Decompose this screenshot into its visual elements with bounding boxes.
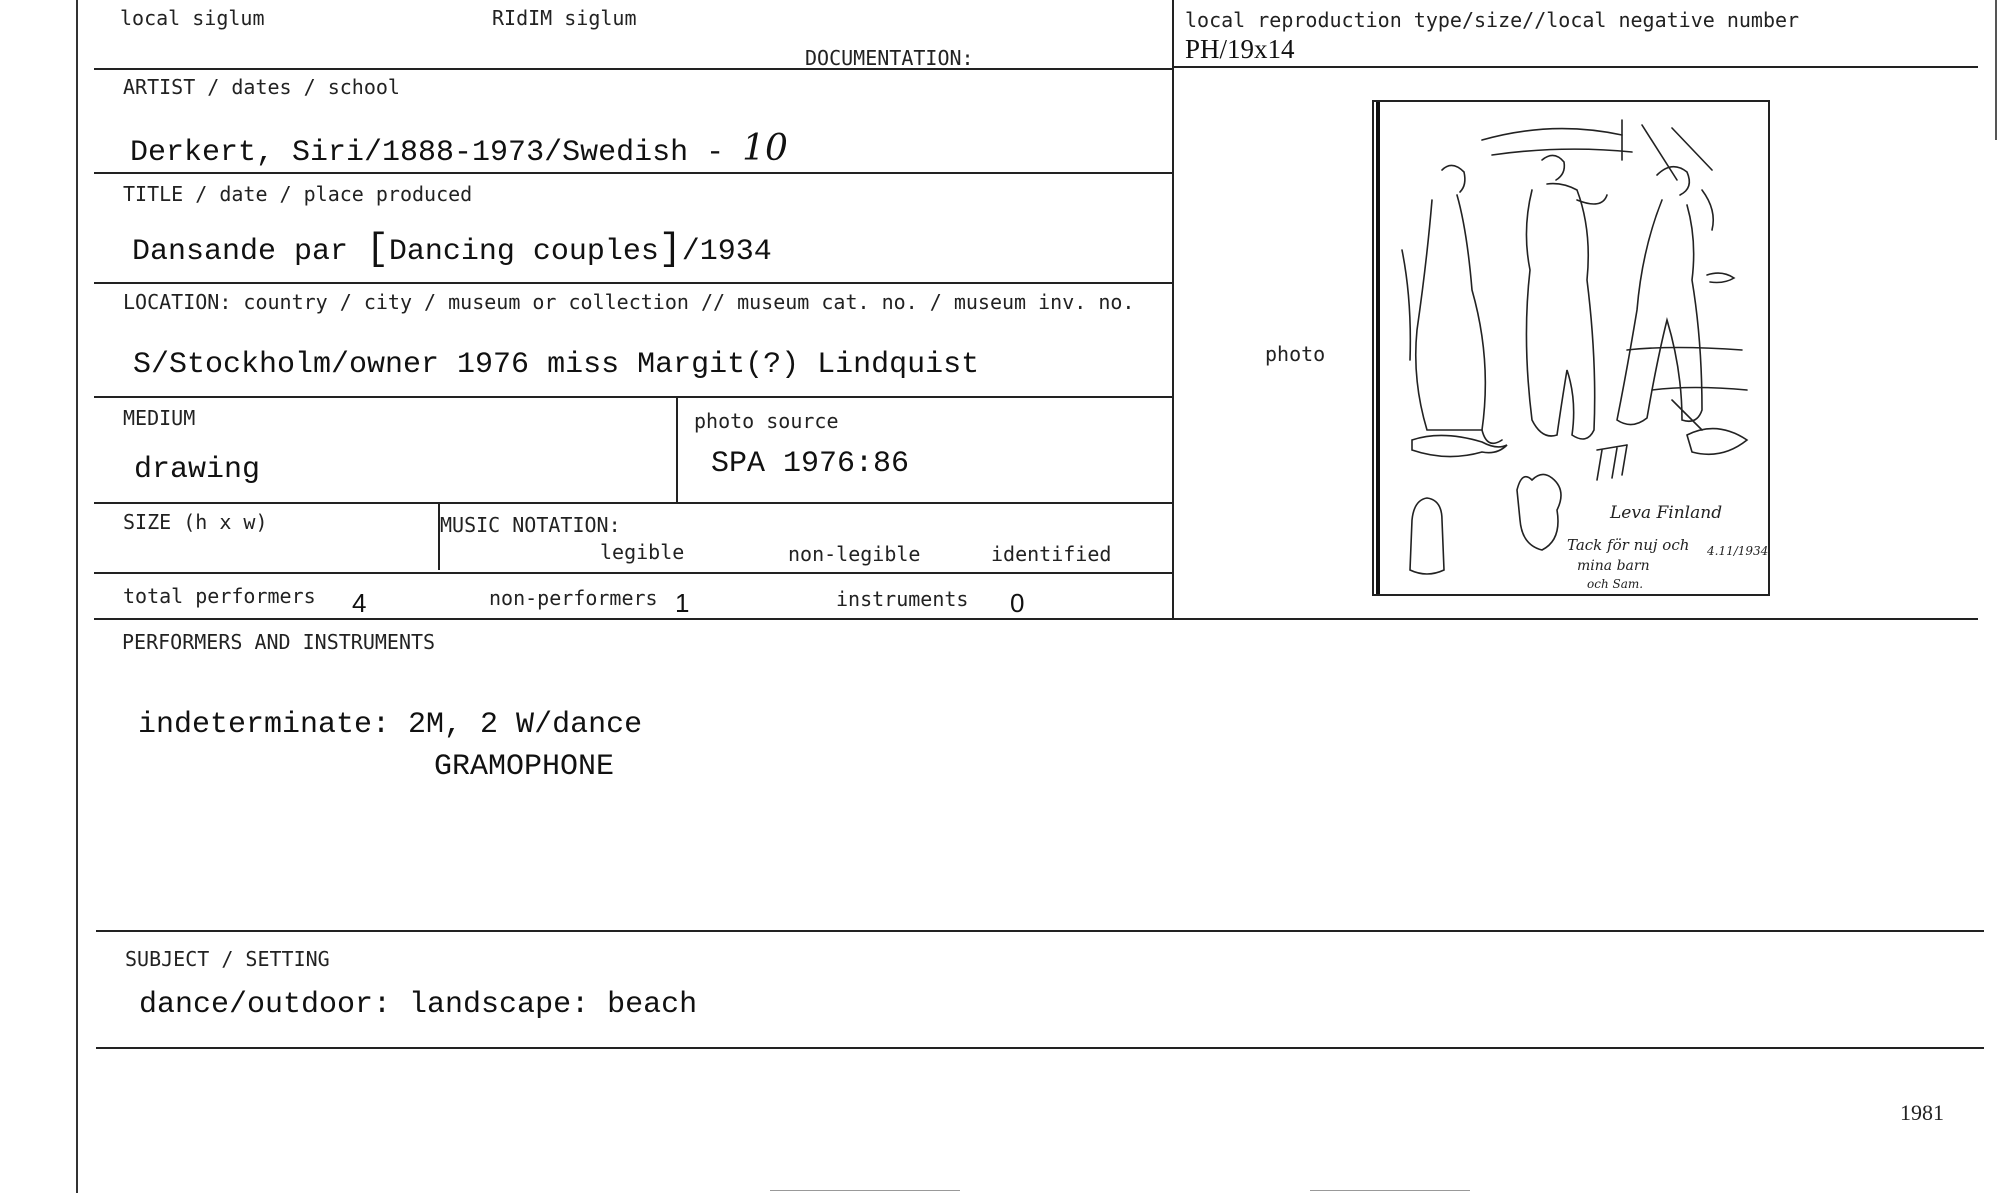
non-performers-value: 1 [675, 588, 690, 618]
instruments-value: 0 [1010, 588, 1025, 618]
counts-top-rule [94, 572, 1172, 574]
artist-row [130, 128, 788, 170]
title-value: Dansande par [132, 235, 367, 269]
performers-line-2: GRAMOPHONE [434, 750, 615, 784]
title-date: /1934 [681, 235, 772, 269]
title-top-rule [94, 172, 1172, 174]
non-performers-label: non-performers [489, 586, 658, 610]
card-right-edge [1995, 0, 1997, 140]
title-label: TITLE / date / place produced [123, 182, 473, 206]
medium-divider [676, 396, 678, 502]
size-label: SIZE (h x w) [123, 510, 268, 534]
subject-label: SUBJECT / SETTING [125, 947, 330, 971]
subject-top-rule [96, 930, 1984, 932]
ridim-siglum-label: RIdIM siglum [492, 6, 637, 30]
location-value: S/Stockholm/owner 1976 miss Margit(?) Lindquist [133, 348, 980, 382]
title-translation: Dancing couples [388, 235, 659, 269]
title-row [132, 228, 772, 271]
drawing-inscription-date: 4.11/1934 [1707, 544, 1769, 558]
music-notation-option-legible: legible [600, 540, 685, 564]
location-top-rule [94, 282, 1172, 284]
performers-line-1: indeterminate: 2M, 2 W/dance [138, 708, 643, 742]
photo-source-value: SPA 1976:86 [711, 447, 910, 481]
instruments-label: instruments [836, 587, 969, 611]
music-notation-label: MUSIC NOTATION: [440, 513, 621, 537]
local-siglum-label: local siglum [120, 6, 265, 30]
subject-bottom-rule [96, 1047, 1984, 1049]
artist-value: Derkert, Siri/1888-1973/Swedish - [130, 136, 743, 170]
drawing-inscription-2: Tack för nuj och [1567, 536, 1690, 554]
music-notation-option-identified: identified [991, 542, 1112, 566]
drawing-inscription-3: mina barn [1577, 558, 1650, 574]
documentation-label: DOCUMENTATION: [805, 46, 974, 70]
card-left-edge [76, 0, 78, 1193]
artwork-photo [1372, 100, 1770, 596]
performers-label: PERFORMERS AND INSTRUMENTS [122, 630, 436, 654]
reproduction-label: local reproduction type/size//local negative number [1185, 8, 1800, 32]
artist-label: ARTIST / dates / school [123, 75, 400, 99]
medium-top-rule [94, 396, 1172, 398]
artist-top-rule [94, 68, 1172, 70]
medium-label: MEDIUM [123, 406, 196, 430]
subject-value: dance/outdoor: landscape: beach [139, 988, 698, 1022]
title-bracket-open: [ [366, 228, 389, 271]
photo-source-label: photo source [694, 409, 839, 433]
footer-year: 1981 [1900, 1100, 1944, 1125]
photo-column-divider [1172, 0, 1174, 620]
total-performers-label: total performers [123, 584, 316, 608]
drawing-inscription-1: Leva Finland [1610, 503, 1723, 523]
location-label: LOCATION: country / city / museum or collection // museum cat. no. / museum inv. no. [123, 290, 1135, 314]
bottom-edge-mark [770, 1190, 960, 1191]
artist-annotation: 10 [742, 128, 788, 169]
performers-top-rule [94, 618, 1978, 620]
medium-value: drawing [134, 453, 261, 487]
photo-label: photo [1265, 342, 1326, 366]
header-underline [1173, 66, 1978, 68]
dancing-couples-drawing [1372, 100, 1770, 596]
reproduction-value: PH/19x14 [1185, 34, 1295, 64]
size-top-rule [94, 502, 1172, 504]
drawing-inscription-4: och Sam. [1587, 577, 1644, 591]
music-notation-option-non-legible: non-legible [788, 542, 921, 566]
bottom-edge-mark-2 [1310, 1190, 1470, 1191]
title-bracket-close: ] [658, 228, 682, 271]
total-performers-value: 4 [352, 588, 367, 618]
